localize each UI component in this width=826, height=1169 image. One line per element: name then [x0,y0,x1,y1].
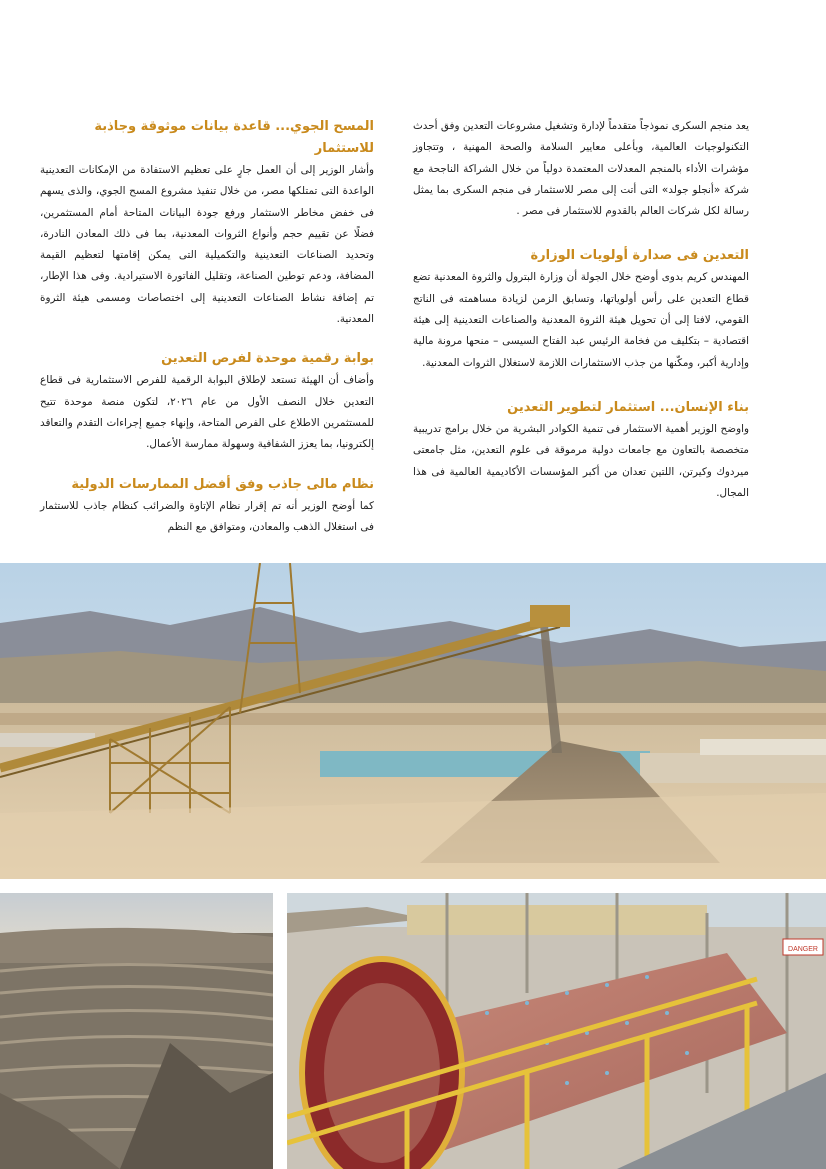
section-heading-ministry-priorities: التعدين فى صدارة أولويات الوزارة [530,248,749,264]
section-body-digital-portal: وأضاف أن الهيئة تستعد لإطلاق البوابة الرقمية للفرص الاستثمارية فى قطاع التعدين خلال النصف الأول من عام ٢٠٢٦، لتكون منصة موحدة تتيح للمستثمرين الاطلاع على الفرص المتاحة، وإنهاء جميع إجراءات التقدم والتعاقد إلكترونيا، بما يعزز الشفافية وسهولة ممارسة الأعمال. [40,374,375,451]
intro-paragraph: يعد منجم السكرى نموذجاً متقدماً لإدارة وتشغيل مشروعات التعدين وفق أحدث التكنولوجيات العالمية، وبأعلى معايير السلامة والصحة المهنية ، وتتجاوز مؤشرات الأداء بالمنجم المعدلات المعتمدة دولياً من خلال الشراكة الناجحة مع شركة «أنجلو جولد» التى أتت إلى مصر للاستثمار فى منجم السكرى بما يمثل رسالة لكل شركات العالم بالقدوم للاستثمار فى مصر . [413,120,749,218]
section-heading-digital-portal: بوابة رقمية موحدة لفرص التعدين [161,351,374,367]
open-pit-photo [0,893,273,1169]
danger-sign-text: DANGER [788,946,818,953]
section-heading-human-investment: بناء الإنسان... استثمار لتطوير التعدين [507,399,749,415]
open-pit-illustration [0,893,273,1169]
section-heading-aerial-survey: المسح الجوي... قاعدة بيانات موثوقة وجاذبة للاستثمار [94,119,374,156]
section-body-human-investment: واوضح الوزير أهمية الاستثمار فى تنمية الكوادر البشرية من خلال برامج تدريبية متخصصة بالتعاون مع جامعات دولية مرموقة فى علوم التعدين، مثل جامعتى ميردوك وكيرتن، اللتين تعدان من أكبر المؤسسات الأكاديمية العالمية فى هذا المجال. [413,422,749,499]
conveyor-stockpile-photo [0,563,826,879]
conveyor-stockpile-illustration [0,563,826,879]
section-body-ministry-priorities: المهندس كريم بدوى أوضح خلال الجولة أن وزارة البترول والثروة المعدنية تضع قطاع التعدين على رأس أولوياتها، وتسابق الزمن لزيادة مساهمته فى الناتج القومي، لافتا إلى أن تحويل هيئة الثروة المعدنية والصناعات التعدينية إلى هيئة اقتصادية – بتكليف من فخامة الرئيس عبد الفتاح السيسى – منحها مرونة مالية وإدارية أكبر، ومكّنها من جذب الاستثمارات اللازمة لاستغلال الثروات المعدنية. [413,271,749,369]
ball-mill-illustration [287,893,826,1169]
left-column [40,116,374,538]
ball-mill-photo [287,893,826,1169]
section-body-aerial-survey: وأشار الوزير إلى أن العمل جارٍ على تعظيم الاستفادة من الإمكانات التعدينية الواعدة التى تمتلكها مصر، من خلال تنفيذ مشروع المسح الجوي، والذى يسهم فى خفض مخاطر الاستثمار ورفع جودة البيانات المتاحة أمام المستثمرين، فضلًا عن تقييم حجم وأنواع الثروات المعدنية، بما فى ذلك المعادن النادرة، وتحديد الصناعات التعدينية والتكميلية التى يمكن إقامتها لتعظيم القيمة المضافة، ودعم توطين الصناعة، وتقليل الفاتورة الاستيرادية. وفى هذا الإطار، تم إضافة نشاط الصناعات التعدينية إلى اختصاصات ومسمى هيئة الثروة المعدنية. [40,164,374,326]
right-column [413,116,749,504]
section-heading-fiscal-system: نظام مالى جاذب وفق أفضل الممارسات الدولية [71,476,374,492]
section-body-fiscal-system: كما أوضح الوزير أنه تم إقرار نظام الإتاوة والضرائب كنظام جاذب للاستثمار فى استغلال الذهب والمعادن، ومتوافق مع النظم [40,499,374,533]
